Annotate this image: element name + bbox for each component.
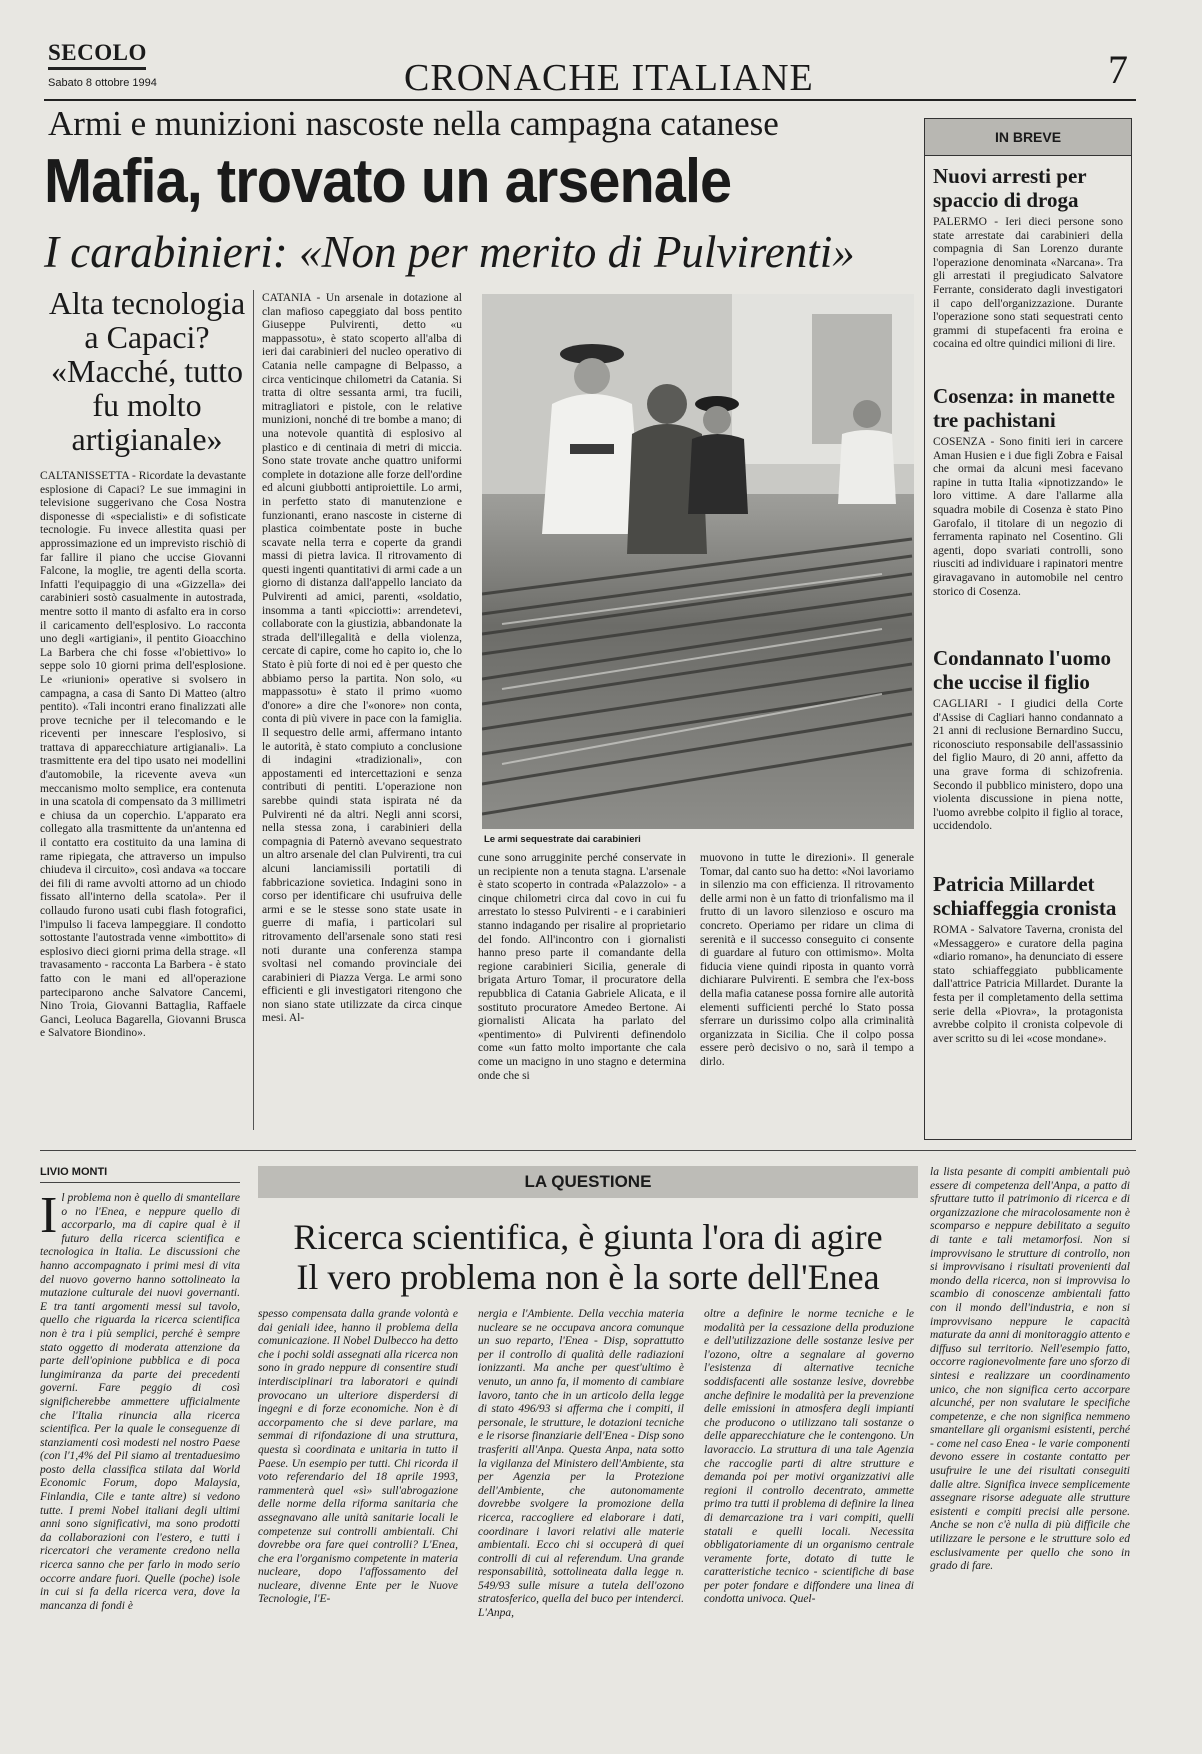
masthead: SECOLO (48, 40, 147, 65)
main-body-col1: CATANIA - Un arsenale in dotazione al clan mafioso capeggiato dal boss pentito Giuseppe Pulvirenti, detto «u mappassotu», è stato scoperto all'alba di ieri dai carabinieri del nucleo operativo di Catania nelle campagne di Belpasso, a circa venticinque chilometri da Catania. Si tratta di oltre sessanta armi, tra fucili, mitragliatori e pistole, con le relative munizioni, nonché di tre bombe a mano; di una notevole quantità di esplosivo al plastico e di centinaia di metri di miccia. Sono state trovate anche quattro uniformi complete in dotazione alle forze dell'ordine ed alcuni giubbotti antiproiettile. Lo armi, in perfetto stato di manutenzione e funzionanti, erano nascoste in cisterne di plastica coimbentate poste in buche scavate nella terra e coperte da grandi massi di pietra lavica. Il ritrovamento di questi ingenti quantitativi di armi cade a un giorno di distanza dall'appello lanciato da Pulvirenti ad amici, parenti, «soldatio, insomma a tanti «picciotti»: arrendetevi, collaborate con la giustizia, abbandonate la strada dell'illegalità e della violenza, cercate di capire, come ho capito io, che lo Stato è più forte di noi ed è per questo che abbiamo perso la partita. Non solo, «u mappassotu» è stato il primo «uomo d'onore» a dire che l'«onore» non conta, conta di più vivere in pace con la famiglia. Il sequestro delle armi, affermano intanto le autorità, è stato compiuto a conclusione di indagini «tradizionali», con appostamenti ed intercettazioni e senza contributi di pentiti. L'operazione non sarebbe quindi stata ispirata né da Pulvirenti né da altri. Negli anni scorsi, nella stessa zona, i carabinieri della compagnia di Paternò avevano sequestrato un altro arsenale del clan Pulvirenti, tra cui alcuni lanciamissili portatili di fabbricazione sovietica. Indagini sono in corso per identificare chi usufruiva delle armi e se le stesse sono state usate in guerre di mafia, i particolari sul ritrovamento dell'arsenale sono stati resi noti durante una conferenza stampa svoltasi nel comando provinciale dei carabinieri di Piazza Verga. Le armi sono efficienti e gli investigatori ritengono che non siano state utilizzate da circa cinque mesi. Al- (262, 292, 462, 1025)
section-title: CRONACHE ITALIANE (404, 57, 814, 99)
opinion-col5: la lista pesante di compiti ambientali può essere di competenza dell'Anpa, a patto di sfruttare tutto il patrimonio di ricerca e di organizzazione che miracolosamente non è scomparso e neppure debilitato a seguito di tante e tali metamorfosi. Non si improvvisano le strutture di controllo, non si improvvisano i risultati provenienti dal mondo della ricerca, non si improvvisa lo scambio di conoscenze ambientali fatto con il mondo dell'industria, e non si improvvisano neppure le capacità maturate da anni di monitoraggio attento e diffuso sul territorio. Nell'esempio fatto, occorre ragionevolmente fare uno sforzo di sintesi e realizzare un coordinamento unico, che non significa certo accorpare alcunché, per non svalutare le specifiche competenze, e che non significa nemmeno smantellare gli organismi esistenti, perché - come nel caso Enea - le varie componenti devono essere in costante contatto per usufruire le une dei risultati conseguiti dalle altre. Significa invece semplicemente assegnare risorse adeguate alle strutture esistenti e compiti precisi alle persone. Anche se non c'è nulla di più difficile che utilizzare le persone e le strutture solo ed esclusivamente per quello che sono in grado di fare. (930, 1166, 1130, 1573)
sidebar-item-headline: Cosenza: in manette tre pachistani (933, 384, 1115, 432)
sidebar-item-headline: Nuovi arresti per spaccio di droga (933, 164, 1087, 212)
main-headline: Mafia, trovato un arsenale (44, 147, 732, 216)
sidebar-box (924, 118, 1132, 1140)
opinion-col3: nergia e l'Ambiente. Della vecchia materia nucleare se ne occupava ancora comunque un suo reparto, l'Enea - Disp, soprattutto per il controllo di qualità delle radiazioni ionizzanti. Ma anche per quest'ultimo è venuto, un anno fa, il momento di cambiare lavoro, tanto che in un articolo della legge di stato 496/93 si afferma che i compiti, il personale, le strutture, le dotazioni tecniche e le risorse finanziarie dell'Enea - Disp sono trasferiti all'Anpa. Questa Anpa, nata sotto la vigilanza del Ministero dell'Ambiente, sta per Agenzia per la Protezione dell'Ambiente, che autonomamente dovrebbe svolgere la promozione della ricerca, raccogliere ed elaborare i dati, coordinare i lavori relativi alle materie ambientali. Ecco chi si occuperà di quei controlli di cui al referendum. Una grande responsabilità, sottolineata dalla legge n. 549/93 sulle misure a tutela dell'ozono stratosferico, quella del buco per intenderci. L'Anpa, (478, 1308, 684, 1620)
sidebar-item-body: ROMA - Salvatore Taverna, cronista del «Messaggero» e curatore della pagina «diario romano», ha denunciato di essere stato schiaffeggiato pubblicamente dall'attrice Patricia Millardet. Durante la festa per il completamento della settima serie della «Piovra», la protagonista avrebbe colpito il cronista colpevole di aver scritto su di lei «cose mondane». (933, 924, 1123, 1045)
capaci-headline: Alta tecnologia a Capaci? «Macché, tutto fu molto artigianale» (48, 285, 246, 457)
sidebar-item-body: PALERMO - Ieri dieci persone sono state arrestate dai carabinieri della compagnia di San Lorenzo durante l'operazione denominata «Narcana». Tra gli arrestati il pregiudicato Salvatore Ferrante, considerato dagli investigatori il capo dell'organizzazione. Durante l'operazione sono stati sequestrati cento grammi di stupefacenti fra eroina e cocaina ed oltre quindici milioni di lire. (933, 216, 1123, 351)
drop-cap: I (40, 1192, 58, 1244)
arsenal-photo (482, 294, 914, 829)
opinion-author: LIVIO MONTI (40, 1166, 108, 1178)
photo-caption: Le armi sequestrate dai carabinieri (484, 834, 641, 845)
page-number: 7 (1108, 47, 1128, 92)
photo-illustration (482, 294, 914, 829)
opinion-col4: oltre a definire le norme tecniche e le modalità per la cessazione della produzione e dell'utilizzazione delle sostanze lesive per l'ozono, oltre a segnalare al governo l'esistenza di alternative tecniche soddisfacenti alle sostanze lesive, dovrebbe anche definire le modalità per la prevenzione delle emissioni in atmosfera degli impianti che producono o utilizzano tali sostanze o delle apparecchiature che le contengono. Un lavoraccio. La struttura di una tale Agenzia che raccoglie parti di altre strutture e demanda poi per motivi organizzativi alle regioni il controllo decentrato, ammette primo tra tutti il problema di definire la linea di demarcazione tra i vari compiti, quelli statali e quelli locali. Necessita obbligatoriamente di un organismo centrale veramente forte, dotato di tutte le caratteristiche tecnico - scientifiche di base per poter fondare e diffondere una linea di condotta univoca. Quel- (704, 1308, 914, 1606)
opinion-headline-1: Ricerca scientifica, è giunta l'ora di agire (293, 1217, 883, 1257)
sidebar-item-headline: Patricia Millardet schiaffeggia cronista (933, 872, 1117, 920)
opinion-col1-text: l problema non è quello di smantellare o no l'Enea, e neppure quello di accorparlo, ma di capire qual è il futuro della ricerca scientifica e tecnologica in Italia. Le discussioni che hanno accompagnato i primi mesi di vita del nuovo governo hanno sottolineato la mutazione culturale dei nuovi governanti. E tra tanti argomenti messi sul tavolo, quello che riguarda la ricerca scientifica non è tra i più semplici, perché è sempre stato oggetto di moderata attenzione da parte dell'opinione pubblica e di poca lungimiranza da parte dei precedenti governi. Fare peggio di così significherebbe ammettere ufficialmente che l'Italia rinuncia alla ricerca scientifica. Per la quale le conseguenze di stanziamenti così modesti nel nostro Paese (con l'1,4% del Pil siamo al trentaduesimo posto della classifica stilata dal World Economic Forum, dopo Malaysia, Finlandia, Cile e tante altre) si vedono tutte. I premi Nobel italiani degli ultimi anni sono significativi, ma sono prodotti da collaborazioni con l'estero, e tutti i ricercatori che veramente credono nella ricerca sanno che per farlo in modo serio occorre andare fuori. Quelle (poche) isole in cui si fa della ricerca vera, dove la mancanza di fondi è (40, 1192, 240, 1612)
sidebar-item-headline: Condannato l'uomo che uccise il figlio (933, 646, 1111, 694)
sidebar-title: IN BREVE (925, 119, 1131, 156)
main-body-col3: muovono in tutte le direzioni». Il generale Tomar, dal canto suo ha detto: «Noi lavoriamo in silenzio ma con efficienza. Il ritrovamento delle armi non è un fatto di trionfalismo ma il frutto di un lavoro silenzioso e oscuro ma concreto. Operiamo per ridare un clima di serenità e il successo conseguito ci consente di guardare al futuro con ottimismo». Molta fiducia viene quindi riposta in quanto vorrà dichiarare Pulvirenti. E sembra che l'ex-boss della mafia catanese possa fornire alle autorità elementi sufficienti perché lo Stato possa sferrare un durissimo colpo alla criminalità organizzata in Sicilia. Che il colpo possa essere però decisivo o no, sarà il tempo a dirlo. (700, 852, 914, 1068)
issue-date: Sabato 8 ottobre 1994 (48, 77, 157, 89)
author-rule (40, 1182, 240, 1183)
opinion-col2: spesso compensata dalla grande volontà e dai geniali idee, hanno il problema della comunicazione. Il Nobel Dulbecco ha detto che i pochi soldi assegnati alla ricerca non sono in grado neppure di consentire studi interdisciplinari tra laboratori e quindi provocano un ulteriore disperdersi di ingegni e di forze economiche. Non è di accorpamento che si deve parlare, ma semmai di rifondazione di una struttura, questa sì coordinata e unitaria in tutto il Paese. Un esempio per tutti. Chi ricorda il voto referendario del 18 aprile 1993, rammenterà quel «sì» sull'abrogazione delle norme della riforma sanitaria che assegnavano alle unità sanitarie locali le competenze sui controlli ambientali. Chi dovrebbe ora fare quei controlli? L'Enea, che era l'organismo competente in materia nucleare, dopo l'affossamento del nucleare, divenne Ente per le Nuove Tecnologie, l'E- (258, 1308, 458, 1606)
opinion-headline-2: Il vero problema non è la sorte dell'Enea (296, 1257, 880, 1297)
masthead-underline (48, 67, 146, 70)
main-body-col2: cune sono arrugginite perché conservate in un recipiente non a tenuta stagna. L'arsenale è stato scoperto in contrada «Palazzolo» - a cinque chilometri circa dal covo in cui fu arrestato lo stesso Pulvirenti - e i carabinieri stanno indagando per risalire al proprietario del fondo. All'incontro con i giornalisti hanno preso parte il comandante della regione carabinieri Sicilia, generale di brigata Arturo Tomar, il procuratore della repubblica di Catania Gabriele Alicata, e il sostituto procuratore Amedeo Bertone. Ai giornalisti Alicata ha parlato del «pentimento» di Pulvirenti definendolo come «un fatto molto importante che cala come un macigno in uno stagno e determina onde che si (478, 852, 686, 1082)
main-kicker: Armi e munizioni nascoste nella campagna catanese (48, 104, 779, 143)
sidebar-item-body: CAGLIARI - I giudici della Corte d'Assise di Cagliari hanno condannato a 21 anni di reclusione Bernardino Succu, riconosciuto responsabile dell'assassinio del figlio Mauro, di 20 anni, affetto da una grave forma di schizofrenia. Secondo il pubblico ministero, dopo una violenta discussione in piena notte, l'uomo avrebbe colpito il figlio al torace, uccidendolo. (933, 698, 1123, 833)
capaci-body: CALTANISSETTA - Ricordate la devastante esplosione di Capaci? Le sue immagini in televisione suggerivano che Cosa Nostra disponesse di «specialisti» e di sofisticate tecnologie. Fu invece allestita quasi per approssimazione ed un imprevisto rischiò di far fallire il piano che uccise Giovanni Falcone, la moglie, tre agenti della scorta. Infatti l'equipaggio di una «Gizzella» dei carabinieri sostò casualmente in autostrada, mentre sotto il manto di asfalto era in corso il caricamento dell'esplosivo. Lo racconta uno degli «artigiani», il pentito Gioacchino La Barbera che chi fosse «l'obiettivo» lo seppe solo 10 giorni prima dell'esplosione. Le «riunioni» operative si svolsero in campagna, a casa di Santo Di Matteo (altro pentito). «Tali incontri erano finalizzati alle prove tecniche per il telecomando e le riceventi per innescare l'esplosivo, si trattava di apparecchiature artigianali». La trasmittente era del tipo usato nei modellini d'automobile, la ricevente aveva «un meccanismo molto semplice, era contenuta in una scatola di compensato da 3 millimetri e chiusa da un coperchio. L'apparato era collegato alla trasmittente da un'antenna ed il contatto era costituito da una lamina di rame ripiegata, che attraverso un impulso chiudeva il circuito», così andava «a toccare dei fili di rame avvolti attorno ad un chiodo fissato all'interno della scatola». Per il collaudo furono usati cubi flash fotografici, l'impulso li faceva lampeggiare. Il condotto sottostante l'autostrada venne «imbottito» di esplosivo dieci giorni prima della strage. «Il travasamento - racconta La Barbera - è stato fatto con le mani ed all'operazione parteciparono anche Salvatore Cancemi, Nino Troia, Giovanni Battaglia, Raffaele Ganci, Leoluca Bagarella, Giovanni Brusca e Salvatore Biondino». (40, 470, 246, 1040)
sidebar-item-body: COSENZA - Sono finiti ieri in carcere Aman Husien e i due figli Zobra e Faisal che ormai da alcuni mesi facevano rapine in tutta Italia «ipnotizzando» le loro vittime. A dare l'allarme alla squadra mobile di Cosenza è stato Pino Garofalo, il titolare di un negozio di ferramenta rapinato nel Cosentino. Gli agenti, dopo svariati controlli, sono riusciti ad individuare i rapinatori mentre giravagavano in automobile nel centro storico di Cosenza. (933, 436, 1123, 598)
col-rule-1 (253, 290, 254, 1130)
main-subheadline: I carabinieri: «Non per merito di Pulvirenti» (44, 227, 855, 277)
header-rule (44, 99, 1136, 101)
opinion-col1 (40, 1192, 240, 1740)
questione-label: LA QUESTIONE (258, 1166, 918, 1198)
section-rule (40, 1150, 1136, 1151)
